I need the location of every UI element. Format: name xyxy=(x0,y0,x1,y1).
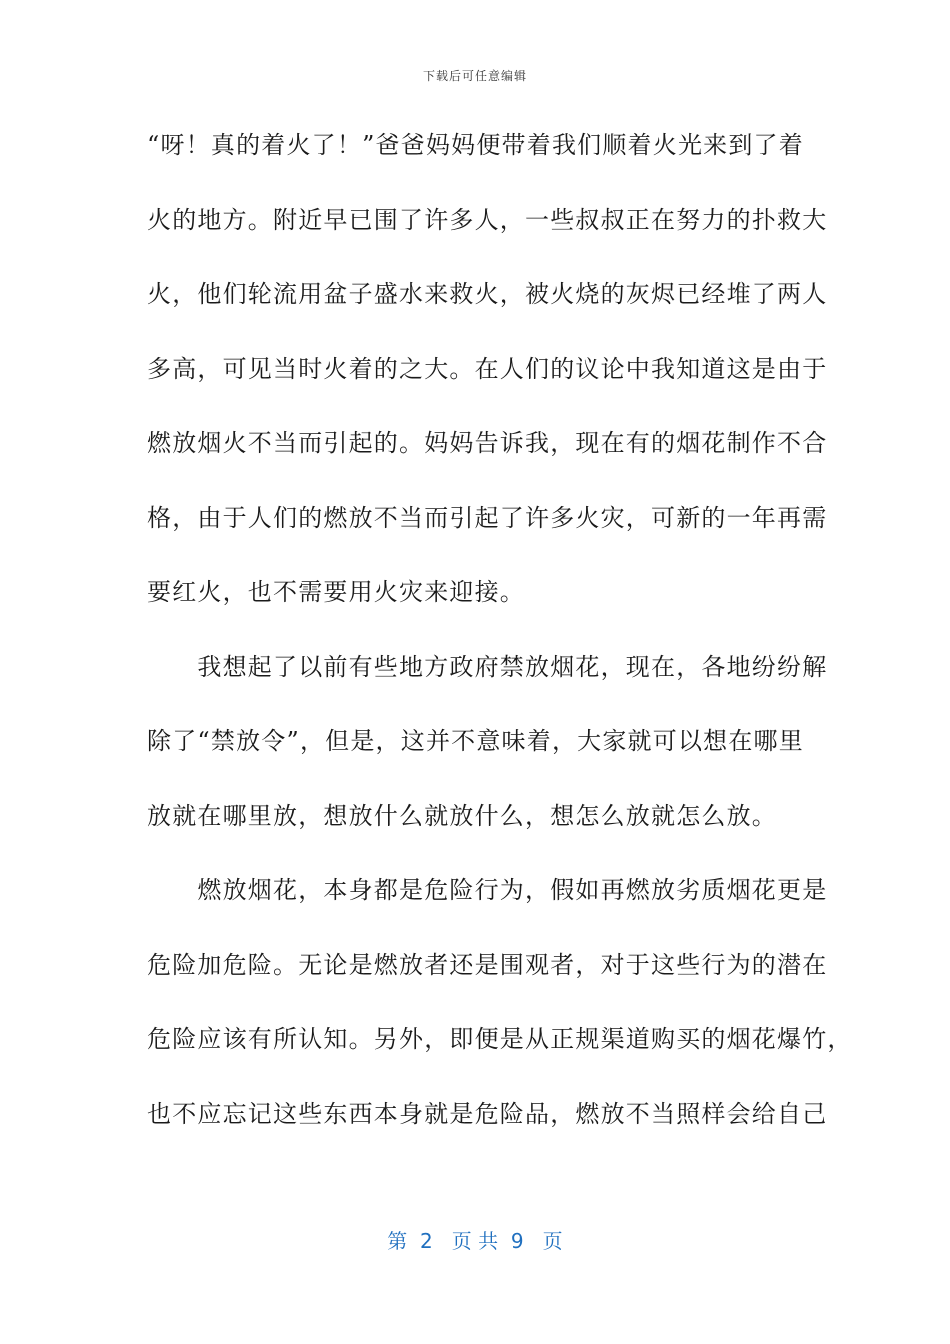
paragraph-2 xyxy=(147,630,828,854)
text-line: 危险加危险。无论是燃放者还是围观者，对于这些行为的潜在 xyxy=(147,950,828,979)
text-line: 放就在哪里放，想放什么就放什么，想怎么放就怎么放。 xyxy=(147,801,777,830)
text-line: 燃放烟花，本身都是危险行为，假如再燃放劣质烟花更是 xyxy=(147,876,828,904)
paragraph-3 xyxy=(147,853,853,1151)
text-line: 我想起了以前有些地方政府禁放烟花，现在，各地纷纷解 xyxy=(147,652,828,681)
text-line: 要红火，也不需要用火灾来迎接。 xyxy=(147,578,525,606)
text-line: 除了“禁放令”，但是，这并不意味着，大家就可以想在哪里 xyxy=(147,727,804,755)
text-line: 危险应该有所认知。另外，即便是从正规渠道购买的烟花爆竹， xyxy=(147,1025,853,1053)
text-line: 格，由于人们的燃放不当而引起了许多火灾，可新的一年再需 xyxy=(147,503,828,532)
text-line: 燃放烟火不当而引起的。妈妈告诉我，现在有的烟花制作不合 xyxy=(147,429,828,457)
document-body xyxy=(147,108,853,1151)
text-line: 多高，可见当时火着的之大。在人们的议论中我知道这是由于 xyxy=(147,354,828,383)
page-number: 第 2 页 共 9 页 xyxy=(387,1229,563,1253)
text-line: 也不应忘记这些东西本身就是危险品，燃放不当照样会给自己 xyxy=(147,1099,828,1128)
paragraph-1 xyxy=(147,108,828,630)
header-note: 下载后可任意编辑 xyxy=(422,69,527,83)
text-line: 火的地方。附近早已围了许多人，一些叔叔正在努力的扑救大 xyxy=(147,205,828,234)
text-line: “呀！真的着火了！”爸爸妈妈便带着我们顺着火光来到了着 xyxy=(147,131,804,159)
text-line: 火，他们轮流用盆子盛水来救火，被火烧的灰烬已经堆了两人 xyxy=(147,280,828,308)
